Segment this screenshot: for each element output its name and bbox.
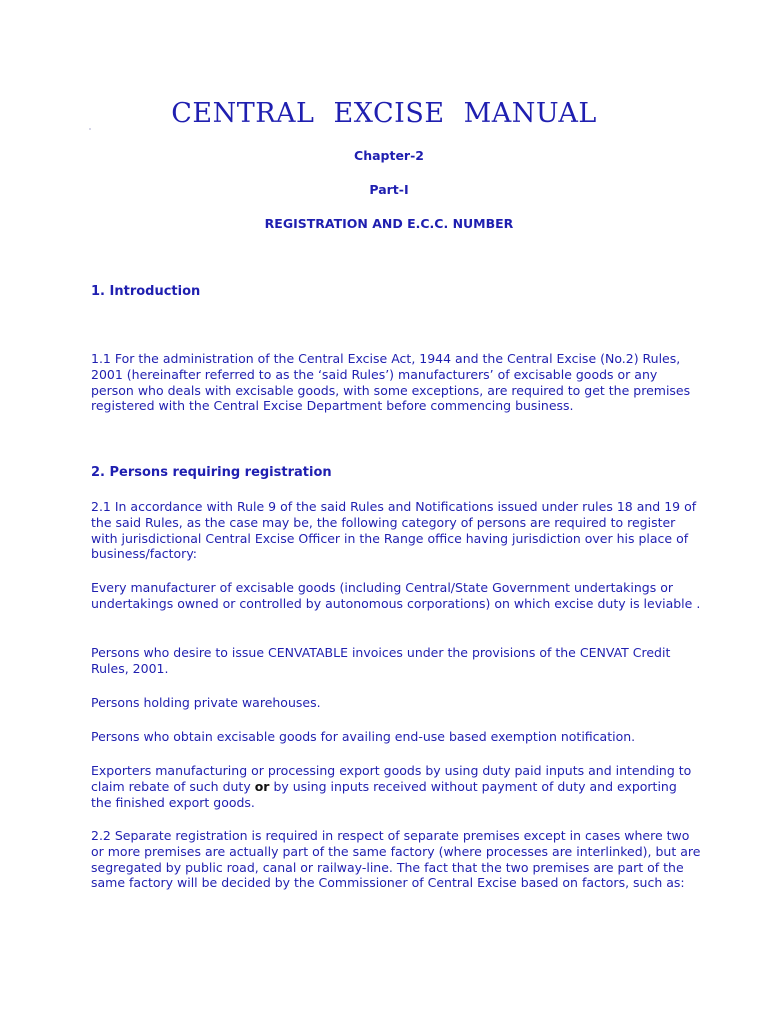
document-subtitle: REGISTRATION AND E.C.C. NUMBER	[264, 216, 514, 231]
list-item-exporters	[91, 763, 701, 810]
exporters-text-end: by using inputs received without payment of duty and exporting the finished export goods.	[91, 778, 677, 810]
list-item-cenvatable-invoices: Persons who desire to issue CENVATABLE invoices under the provisions of the CENVAT Credit Rules, 2001.	[91, 645, 671, 676]
section-heading-persons-requiring-registration: 2. Persons requiring registration	[91, 465, 332, 480]
exporters-emphasis: or	[254, 778, 270, 794]
paragraph-1-1: 1.1 For the administration of the Central Excise Act, 1944 and the Central Excise (No.2) Rules, 2001 (hereinafter referred to as the ‘said Rules’) manufacturers’ of excisable goods or any person who deals with excisable goods, with some exceptions, are required to get the premises registered with the Central Excise Department before commencing business.	[91, 351, 691, 414]
paragraph-2-2: 2.2 Separate registration is required in respect of separate premises except in cases where two or more premises are actually part of the same factory (where processes are interlinked), but are segregated by public road, canal or railway-line. The fact that the two premises are part of the same factory will be decided by the Commissioner of Central Excise based on factors, such as:	[91, 828, 701, 891]
list-item-end-use-exemption: Persons who obtain excisable goods for availing end-use based exemption notification.	[91, 729, 636, 744]
list-item-manufacturer: Every manufacturer of excisable goods (including Central/State Government undertakings or undertakings owned or controlled by autonomous corporations) on which excise duty is leviable .	[91, 580, 701, 611]
part-label: Part-I	[369, 182, 409, 197]
document-title: CENTRAL EXCISE MANUAL	[171, 98, 597, 129]
chapter-label: Chapter-2	[354, 148, 424, 163]
section-heading-introduction: 1. Introduction	[91, 284, 201, 299]
exporters-text-start: Exporters manufacturing or processing export goods by using duty paid inputs and intending to claim rebate of such duty	[91, 763, 692, 794]
paragraph-2-1: 2.1 In accordance with Rule 9 of the said Rules and Notifications issued under rules 18 and 19 of the said Rules, as the case may be, the following category of persons are required to register with jurisdictional Central Excise Officer in the Range office having jurisdiction over his place of business/factory:	[91, 499, 697, 562]
list-item-private-warehouses: Persons holding private warehouses.	[91, 695, 321, 710]
